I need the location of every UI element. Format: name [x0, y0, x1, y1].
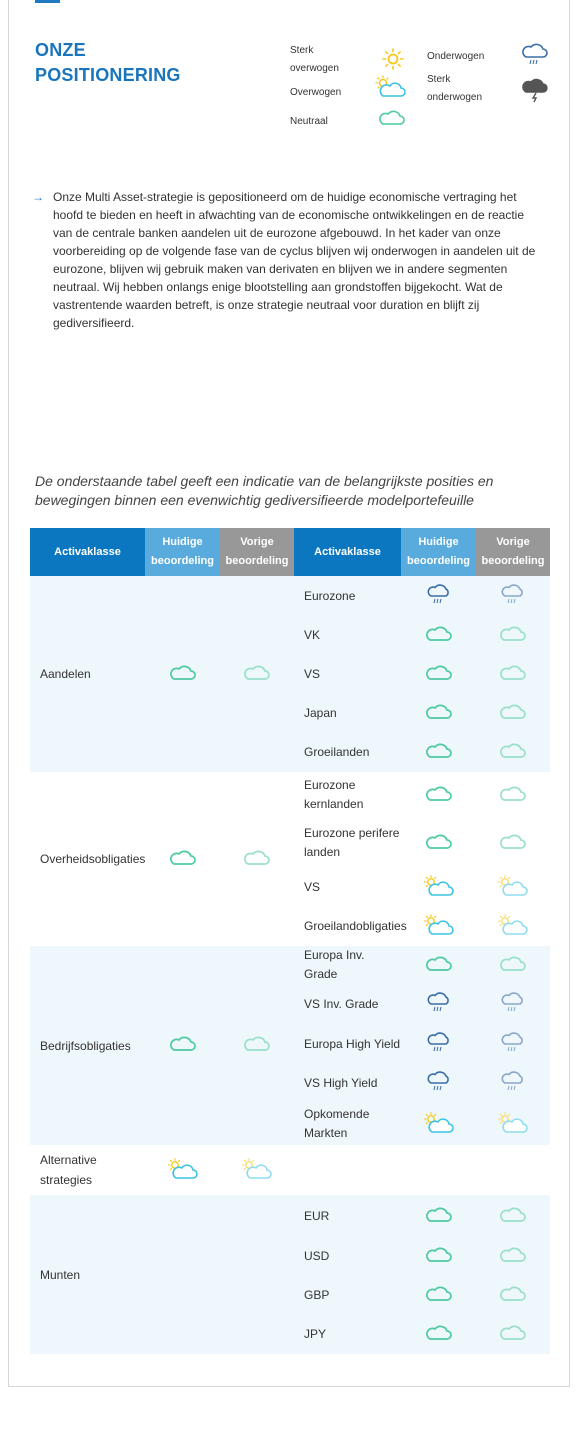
sub-label: EUR: [294, 1195, 401, 1237]
sub-label: VS Inv. Grade: [294, 984, 401, 1025]
sub-label: GBP: [294, 1276, 401, 1315]
cloud-icon: [500, 742, 526, 763]
sub-label: Europa Inv. Grade: [294, 946, 401, 984]
legend-overweight-label: Overwogen: [290, 87, 342, 98]
rain-cloud-icon: [427, 1071, 451, 1096]
cloud-icon: [244, 849, 270, 870]
sun-cloud-icon: [167, 1158, 199, 1183]
table-row: [30, 772, 550, 818]
table-row: [30, 1145, 550, 1195]
cloud-icon: [500, 703, 526, 724]
cloud-icon: [500, 1206, 526, 1227]
legend-strong-underweight-label: Sterk onderwogen: [427, 74, 483, 103]
page-title: ONZE POSITIONERING: [35, 40, 181, 85]
legend-underweight-label: Onderwogen: [427, 51, 485, 62]
cloud-icon: [170, 664, 196, 685]
cloud-icon: [426, 955, 452, 976]
group-label-equities: Aandelen: [30, 576, 145, 772]
cloud-icon: [500, 625, 526, 646]
legend-strong-overweight-label: Sterk overwogen: [290, 45, 339, 74]
cloud-icon: [500, 1285, 526, 1306]
cloud-icon: [500, 664, 526, 685]
rain-cloud-icon: [501, 1032, 525, 1057]
table-row: [30, 946, 550, 984]
sub-label: Eurozone kernlanden: [304, 778, 364, 811]
intro-paragraph: Onze Multi Asset-strategie is gepositioneerd om de huidige economische vertraging het hoofd te bieden en heeft in afwachting van de economische ontwikkelingen en de reactie van de centrale banken aandelen uit de eurozone afgebouwd. In het kader van onze voorbereiding op de volgende fase van de cyclus blijven wij onderwogen in aandelen uit de eurozone, blijven wij gebruik maken van derivaten en blijven we in andere segmenten neutraal. Wij hebben onlangs enige blootstelling aan grondstoffen bijgekocht. Wat de vastrentende waarden betreft, is onze strategie neutraal voor duration en blijft zij gediversifieerd.: [53, 190, 536, 330]
sun-cloud-icon: [497, 875, 529, 900]
rain-cloud-icon: [501, 992, 525, 1017]
cloud-icon: [426, 833, 452, 854]
sub-label: USD: [294, 1237, 401, 1276]
top-accent-bar: [35, 0, 60, 3]
cloud-icon: [244, 664, 270, 685]
rain-cloud-icon: [427, 992, 451, 1017]
sub-label: Europa High Yield: [294, 1025, 401, 1064]
legend-neutral-label: Neutraal: [290, 116, 328, 127]
cloud-icon: [500, 955, 526, 976]
cloud-icon: [500, 1324, 526, 1345]
sub-label: Japan: [294, 694, 401, 733]
sub-label: Eurozone: [294, 576, 401, 616]
storm-cloud-icon: [522, 78, 548, 111]
rain-cloud-icon: [427, 584, 451, 609]
sub-label: VS: [294, 655, 401, 694]
header-previous-rating: Vorige beoordeling: [220, 528, 294, 576]
cloud-icon: [426, 1324, 452, 1345]
sub-label: Groeilandobligaties: [304, 918, 407, 933]
table-header-row: [30, 528, 550, 576]
sun-cloud-icon: [423, 875, 455, 900]
group-label-government: Overheidsobligaties: [40, 852, 146, 866]
cloud-icon: [500, 833, 526, 854]
cloud-icon: [244, 1035, 270, 1056]
group-label-currencies: Munten: [30, 1195, 145, 1354]
sub-label: Opkomende Markten: [294, 1103, 401, 1145]
cloud-icon: [426, 742, 452, 763]
sun-cloud-icon: [423, 1112, 455, 1137]
table-row: [30, 576, 550, 616]
cloud-icon: [426, 703, 452, 724]
rain-cloud-icon: [522, 43, 548, 74]
rain-cloud-icon: [427, 1032, 451, 1057]
sun-cloud-icon: [423, 914, 455, 939]
cloud-icon: [500, 1246, 526, 1267]
cloud-icon: [379, 108, 405, 135]
cloud-icon: [426, 1246, 452, 1267]
cloud-icon: [170, 1035, 196, 1056]
sun-icon: [381, 47, 405, 78]
header-current-rating: Huidige beoordeling: [145, 528, 220, 576]
sub-label: JPY: [294, 1315, 401, 1354]
sub-label: Eurozone perifere landen: [304, 826, 400, 859]
sub-label: Groeilanden: [294, 733, 401, 772]
sun-cloud-icon: [374, 75, 406, 106]
cloud-icon: [500, 785, 526, 806]
rain-cloud-icon: [501, 1071, 525, 1096]
group-label-alternative: Alternative strategies: [40, 1153, 97, 1187]
header-sub-current-rating: Huidige beoordeling: [401, 528, 476, 576]
positioning-table: [30, 528, 550, 1354]
sub-label: VS High Yield: [294, 1064, 401, 1103]
cloud-icon: [426, 785, 452, 806]
header-sub-asset-class: Activaklasse: [294, 528, 401, 576]
group-label-corporate: Bedrijfsobligaties: [30, 946, 145, 1145]
sun-cloud-icon: [497, 1112, 529, 1137]
cloud-icon: [426, 1206, 452, 1227]
sub-label: VK: [294, 616, 401, 655]
rain-cloud-icon: [501, 584, 525, 609]
cloud-icon: [426, 625, 452, 646]
header-sub-previous-rating: Vorige beoordeling: [476, 528, 550, 576]
table-row: [30, 1195, 550, 1237]
table-caption: De onderstaande tabel geeft een indicatie van de belangrijkste posities en bewegingen binnen een evenwichtig gediversifieerde modelportefeuille: [35, 473, 494, 508]
cloud-icon: [426, 664, 452, 685]
cloud-icon: [426, 1285, 452, 1306]
sun-cloud-icon: [497, 914, 529, 939]
sub-label: VS: [304, 879, 321, 894]
arrow-right-icon: →: [32, 190, 44, 204]
sun-cloud-icon: [241, 1158, 273, 1183]
header-asset-class: Activaklasse: [30, 528, 145, 576]
cloud-icon: [170, 849, 196, 870]
